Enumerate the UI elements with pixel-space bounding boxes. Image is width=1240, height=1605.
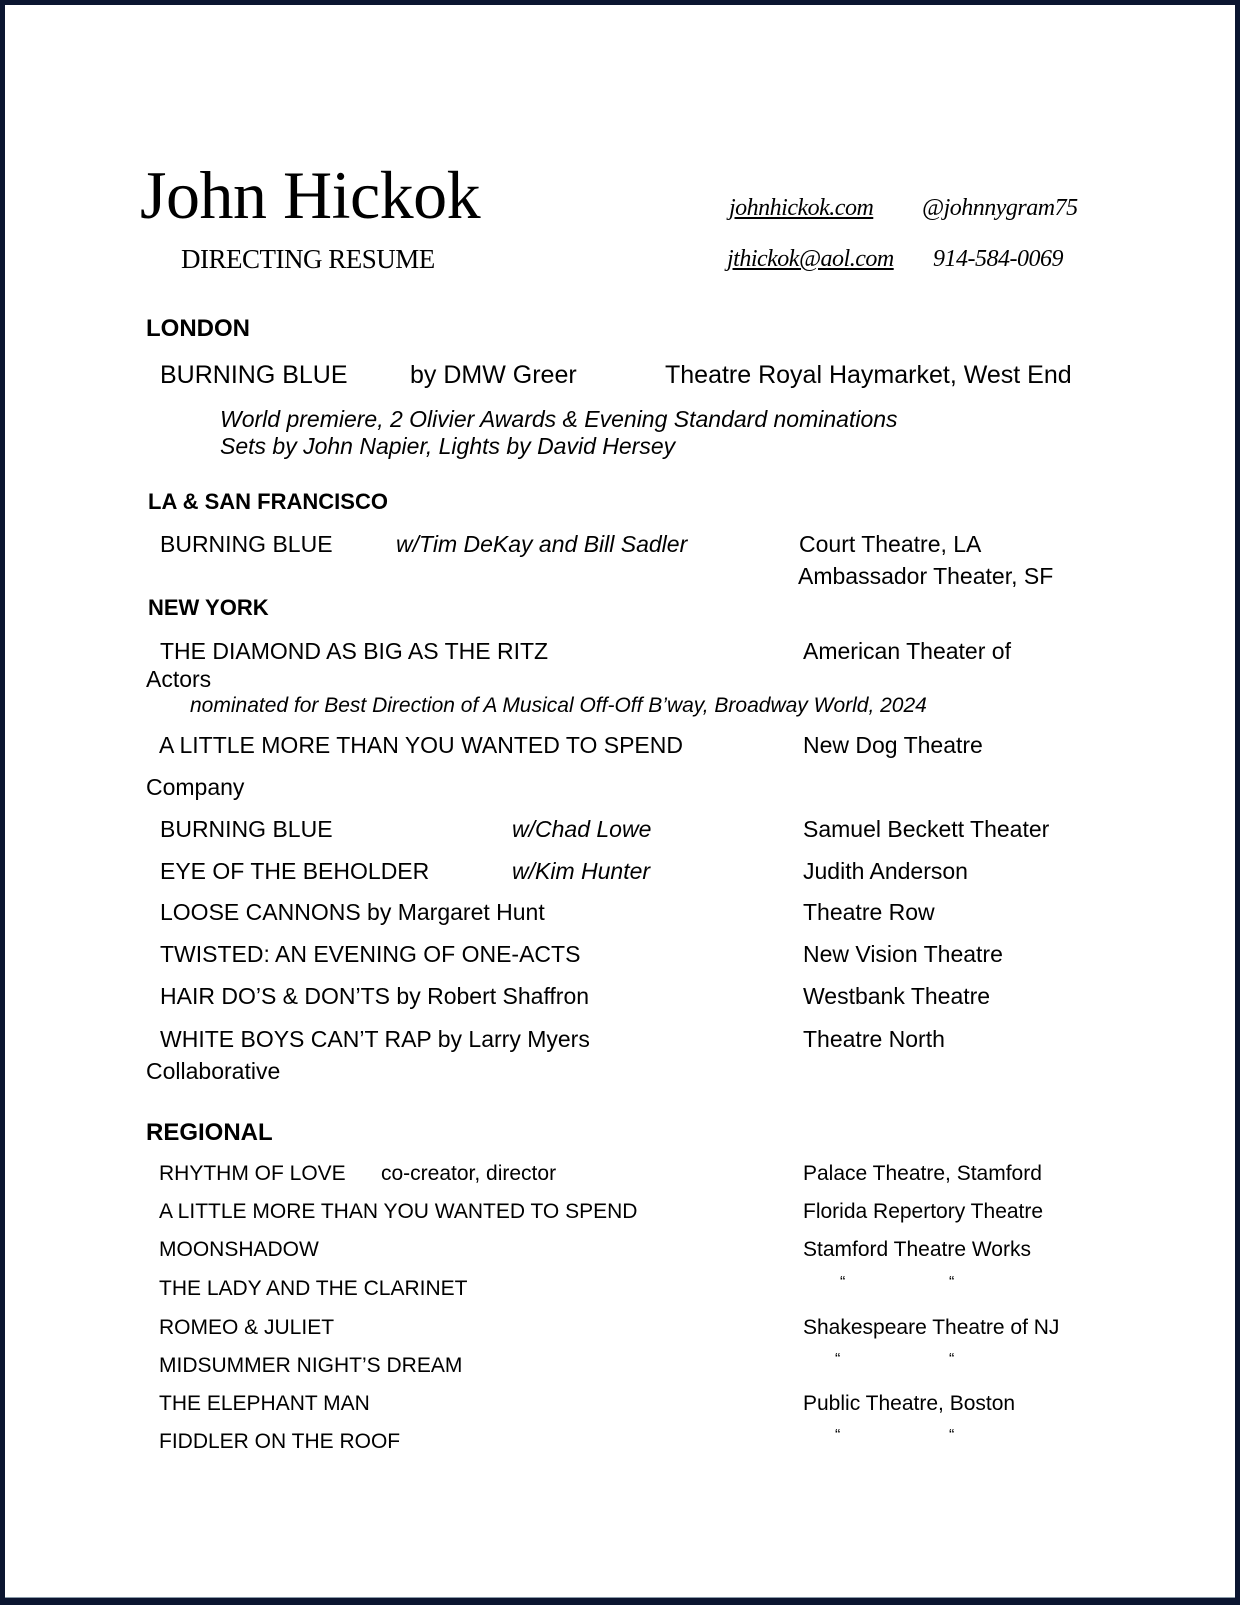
credit-venue: New Vision Theatre: [803, 941, 1003, 967]
resume-subtitle: DIRECTING RESUME: [181, 244, 435, 274]
credit-cast: w/Chad Lowe: [512, 816, 652, 842]
credit-venue: Shakespeare Theatre of NJ: [803, 1316, 1060, 1339]
credit-title: ROMEO & JULIET: [159, 1316, 335, 1339]
credit-venue: Theatre Row: [803, 899, 935, 925]
credit-title: MIDSUMMER NIGHT’S DREAM: [159, 1354, 463, 1377]
ditto-mark: “: [949, 1351, 955, 1368]
credit-title: LOOSE CANNONS by Margaret Hunt: [160, 899, 545, 925]
ditto-mark: “: [949, 1274, 955, 1291]
credit-title: WHITE BOYS CAN’T RAP by Larry Myers: [160, 1026, 590, 1052]
credit-role: co-creator, director: [381, 1162, 557, 1185]
credit-venue-cont: Company: [146, 774, 245, 800]
section-heading-new-york: NEW YORK: [148, 595, 269, 620]
credit-venue-cont: Actors: [146, 666, 212, 692]
phone-number: 914-584-0069: [933, 246, 1063, 272]
credit-note: Sets by John Napier, Lights by David Hersey: [220, 433, 676, 459]
credit-title: HAIR DO’S & DON’TS by Robert Shaffron: [160, 983, 590, 1009]
credit-venue: Stamford Theatre Works: [803, 1238, 1031, 1261]
credit-title: A LITTLE MORE THAN YOU WANTED TO SPEND: [159, 1200, 638, 1223]
credit-venue-cont: Collaborative: [146, 1058, 281, 1084]
credit-title: BURNING BLUE: [160, 531, 333, 557]
social-handle: @johnnygram75: [922, 195, 1078, 221]
credit-title: FIDDLER ON THE ROOF: [159, 1430, 401, 1453]
credit-venue: Palace Theatre, Stamford: [803, 1162, 1042, 1185]
credit-venue: American Theater of: [803, 638, 1011, 664]
credit-venue: New Dog Theatre: [803, 732, 983, 758]
credit-cast: w/Tim DeKay and Bill Sadler: [396, 531, 688, 557]
credit-title: THE ELEPHANT MAN: [159, 1392, 370, 1415]
name-title: John Hickok: [140, 157, 481, 233]
section-heading-la-sf: LA & SAN FRANCISCO: [148, 489, 388, 514]
credit-title: A LITTLE MORE THAN YOU WANTED TO SPEND: [159, 732, 683, 758]
credit-venue: Theatre North: [803, 1026, 945, 1052]
section-heading-london: LONDON: [146, 315, 250, 342]
credit-author: by DMW Greer: [410, 361, 577, 389]
section-heading-regional: REGIONAL: [146, 1119, 273, 1146]
credit-title: EYE OF THE BEHOLDER: [160, 858, 430, 884]
credit-title: RHYTHM OF LOVE: [159, 1162, 346, 1185]
credit-title: BURNING BLUE: [160, 816, 333, 842]
credit-venue: Court Theatre, LA: [799, 531, 982, 557]
email-link[interactable]: jthickok@aol.com: [727, 246, 894, 272]
credit-venue: Florida Repertory Theatre: [803, 1200, 1044, 1223]
ditto-mark: “: [835, 1427, 841, 1444]
credit-venue: Judith Anderson: [803, 858, 968, 884]
credit-cast: w/Kim Hunter: [512, 858, 651, 884]
ditto-mark: “: [840, 1274, 846, 1291]
credit-venue: Westbank Theatre: [803, 983, 991, 1009]
credit-title: BURNING BLUE: [160, 361, 348, 389]
credit-note: nominated for Best Direction of A Musical Off-Off B’way, Broadway World, 2024: [190, 694, 927, 717]
credit-title: THE LADY AND THE CLARINET: [159, 1277, 468, 1300]
credit-title: MOONSHADOW: [159, 1238, 319, 1261]
website-link[interactable]: johnhickok.com: [729, 195, 874, 221]
credit-venue: Theatre Royal Haymarket, West End: [665, 361, 1072, 389]
credit-venue: Ambassador Theater, SF: [798, 563, 1054, 589]
credit-venue: Public Theatre, Boston: [803, 1392, 1016, 1415]
credit-title: THE DIAMOND AS BIG AS THE RITZ: [160, 638, 549, 664]
ditto-mark: “: [835, 1351, 841, 1368]
ditto-mark: “: [949, 1427, 955, 1444]
credit-note: World premiere, 2 Olivier Awards & Evening Standard nominations: [220, 406, 898, 432]
credit-venue: Samuel Beckett Theater: [803, 816, 1050, 842]
credit-title: TWISTED: AN EVENING OF ONE-ACTS: [160, 941, 581, 967]
